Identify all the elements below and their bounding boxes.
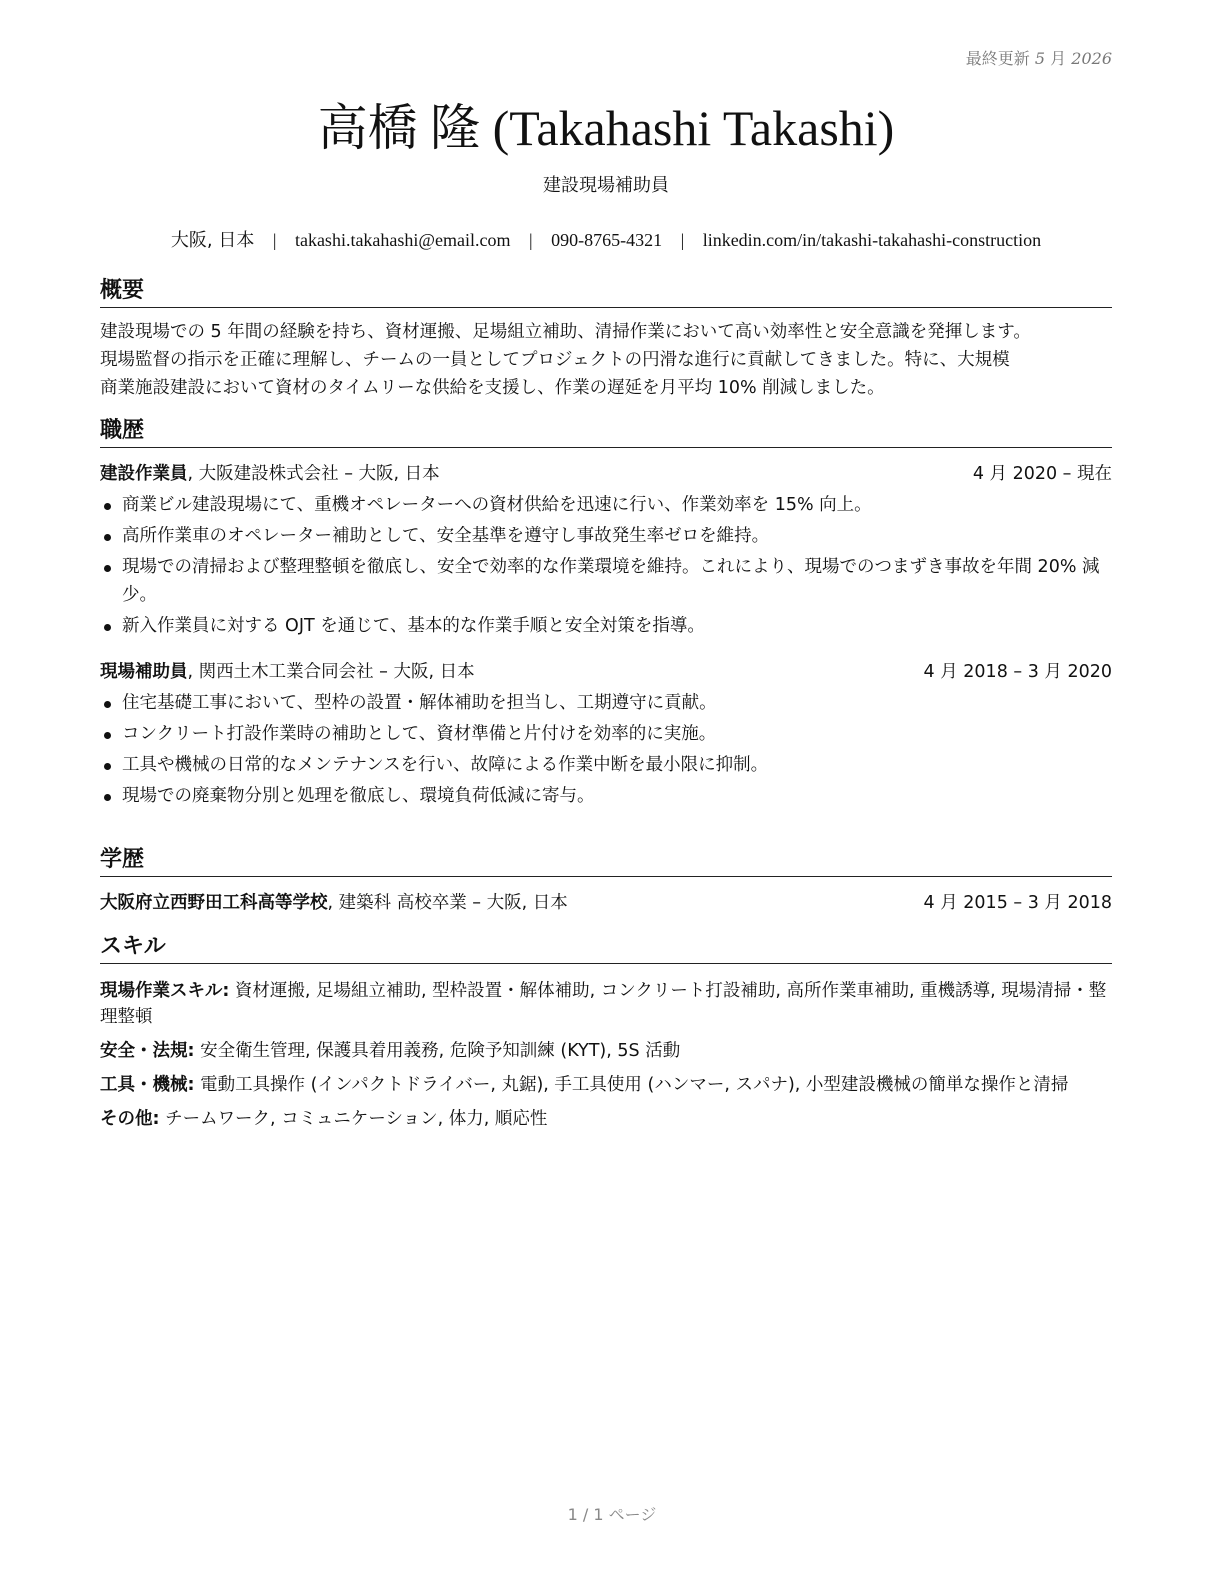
bullet-item: 現場での清掃および整理整頓を徹底し、安全で効率的な作業環境を維持。これにより、現場でのつまずき事故を年間 20% 減少。 xyxy=(100,553,1112,609)
summary-section xyxy=(100,276,1112,402)
last-updated-year: 2026 xyxy=(1071,49,1112,68)
contact-phone[interactable]: 090-8765-4321 xyxy=(551,230,663,250)
contact-separator: | xyxy=(528,230,533,250)
skill-label: 現場作業スキル: xyxy=(100,981,230,1001)
contact-linkedin[interactable]: linkedin.com/in/takashi-takahashi-construction xyxy=(702,230,1042,250)
last-updated xyxy=(966,46,1112,69)
contact-line xyxy=(100,226,1112,252)
entry-bullets xyxy=(100,689,1112,810)
summary-line: 現場監督の指示を正確に理解し、チームの一員としてプロジェクトの円滑な進行に貢献してきました。特に、大規模 xyxy=(100,350,1010,370)
resume-page xyxy=(100,0,1112,1584)
bullet-item: 高所作業車のオペレーター補助として、安全基準を遵守し事故発生率ゼロを維持。 xyxy=(100,522,1112,550)
candidate-headline: 建設現場補助員 xyxy=(543,175,669,196)
contact-separator: | xyxy=(680,230,685,250)
skill-value: 安全衛生管理, 保護具着用義務, 危険予知訓練 (KYT), 5S 活動 xyxy=(194,1041,681,1061)
candidate-name: 高橋 隆 (Takahashi Takashi) xyxy=(317,100,895,156)
entry-dates: 4 月 2020 – 現在 xyxy=(972,464,1112,484)
skill-value: 資材運搬, 足場組立補助, 型枠設置・解体補助, コンクリート打設補助, 高所作業車補助, 重機誘導, 現場清掃・整理整頓 xyxy=(100,981,1107,1027)
contact-separator: | xyxy=(272,230,277,250)
last-updated-month: 5 xyxy=(1034,49,1046,68)
bullet-item: コンクリート打設作業時の補助として、資材準備と片付けを効率的に実施。 xyxy=(100,720,1112,748)
skill-item xyxy=(100,1072,1112,1098)
last-updated-month-unit: 月 xyxy=(1050,49,1067,68)
bullet-item: 現場での廃棄物分別と処理を徹底し、環境負荷低減に寄与。 xyxy=(100,782,1112,810)
bullet-item: 新入作業員に対する OJT を通じて、基本的な作業手順と安全対策を指導。 xyxy=(100,612,1112,640)
entry-org: , 関西土木工業合同会社 – 大阪, 日本 xyxy=(187,662,475,682)
experience-entry xyxy=(100,460,1112,640)
education-section xyxy=(100,845,1112,917)
education-school: 大阪府立西野田工科高等学校 xyxy=(100,893,328,913)
skill-label: その他: xyxy=(100,1109,160,1129)
bullet-item: 商業ビル建設現場にて、重機オペレーターへの資材供給を迅速に行い、作業効率を 15% 向上。 xyxy=(100,491,1112,519)
bullet-item: 工具や機械の日常的なメンテナンスを行い、故障による作業中断を最小限に抑制。 xyxy=(100,751,1112,779)
summary-text xyxy=(100,318,1112,402)
entry-header xyxy=(100,658,1112,686)
entry-bullets xyxy=(100,491,1112,640)
summary-line: 商業施設建設において資材のタイムリーな供給を支援し、作業の遅延を月平均 10% 削減しました。 xyxy=(100,378,885,398)
experience-section xyxy=(100,416,1112,813)
skill-value: チームワーク, コミュニケーション, 体力, 順応性 xyxy=(159,1109,548,1129)
skills-title: スキル xyxy=(100,932,1112,964)
entry-dates: 4 月 2018 – 3 月 2020 xyxy=(923,662,1112,682)
entry-org: , 大阪建設株式会社 – 大阪, 日本 xyxy=(187,464,440,484)
entry-header xyxy=(100,460,1112,488)
skills-section xyxy=(100,932,1112,1140)
experience-entry xyxy=(100,658,1112,810)
skills-list xyxy=(100,978,1112,1132)
summary-title: 概要 xyxy=(100,276,1112,308)
entry-role: 建設作業員 xyxy=(100,464,188,484)
education-detail: , 建築科 高校卒業 – 大阪, 日本 xyxy=(327,893,568,913)
skill-label: 安全・法規: xyxy=(100,1041,195,1061)
entry-role: 現場補助員 xyxy=(100,662,188,682)
contact-location: 大阪, 日本 xyxy=(170,230,255,251)
contact-email[interactable]: takashi.takahashi@email.com xyxy=(294,230,511,250)
education-dates: 4 月 2015 – 3 月 2018 xyxy=(923,893,1112,913)
skill-label: 工具・機械: xyxy=(100,1075,195,1095)
skill-value: 電動工具操作 (インパクトドライバー, 丸鋸), 手工具使用 (ハンマー, スパナ), 小型建設機械の簡単な操作と清掃 xyxy=(194,1075,1069,1095)
education-entry xyxy=(100,889,1112,917)
summary-line: 建設現場での 5 年間の経験を持ち、資材運搬、足場組立補助、清掃作業において高い効率性と安全意識を発揮します。 xyxy=(100,322,1031,342)
page-number: 1 / 1 ページ xyxy=(567,1505,657,1524)
skill-item xyxy=(100,1106,1112,1132)
experience-title: 職歴 xyxy=(100,416,1112,448)
education-title: 学歴 xyxy=(100,845,1112,877)
last-updated-label: 最終更新 xyxy=(965,49,1030,68)
skill-item xyxy=(100,978,1112,1030)
skill-item xyxy=(100,1038,1112,1064)
bullet-item: 住宅基礎工事において、型枠の設置・解体補助を担当し、工期遵守に貢献。 xyxy=(100,689,1112,717)
